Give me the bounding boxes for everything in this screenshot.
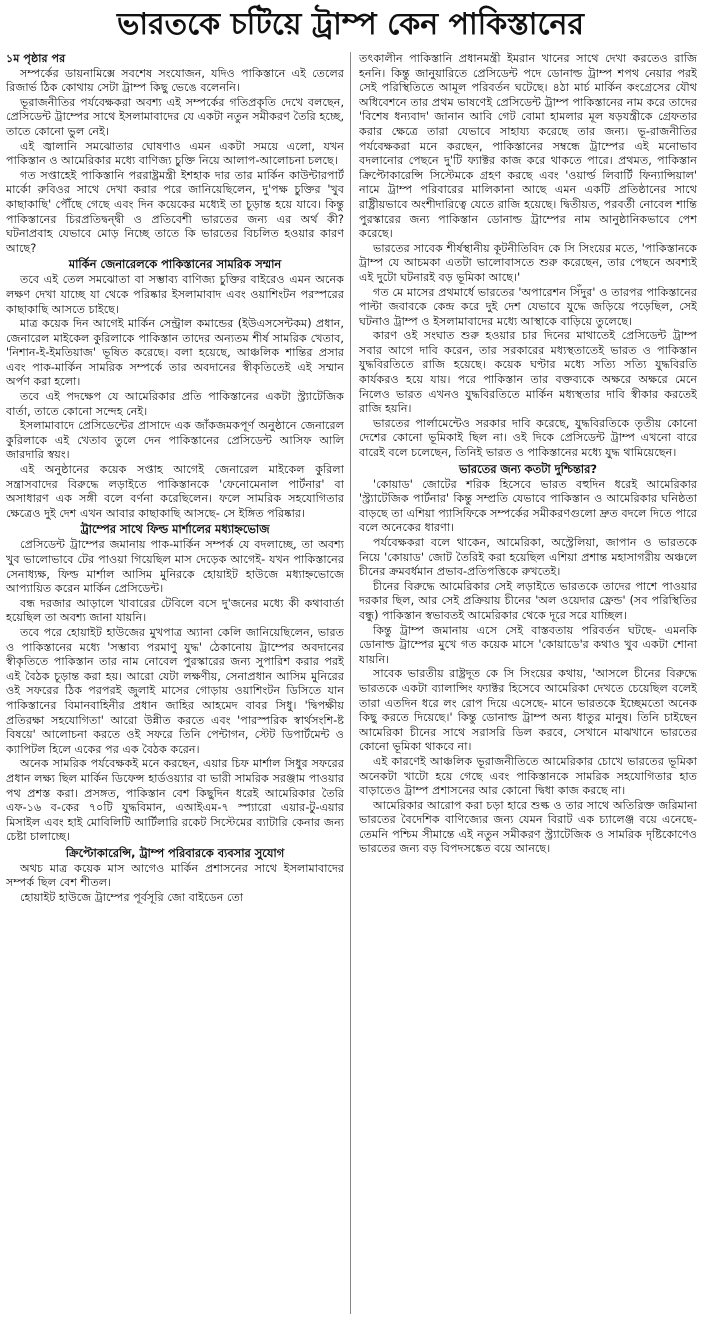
paragraph: 'কোয়াড' জোটের শরিক হিসেবে ভারত বহুদিন ধরেই আমেরিকার 'স্ট্র্যাটেজিক পার্টনার' কিন্তু সম্প্রতি যেভাবে পাকিস্তান ও আমেরিকার ঘনিষ্ঠতা বাড়ছে তা এশিয়া প্যাসিফিকে সম্পর্কের সমীকরণগুলো দ্রুত বদলে দিতে পারে বলে অনেকের ধারণা।: [359, 477, 697, 535]
column-divider: [350, 52, 351, 1314]
paragraph: গত মে মাসের প্রথমার্ধে ভারতের 'অপারেশন সিঁদুর' ও তারপর পাকিস্তানের পাল্টা জবাবকে কেন্দ্র করে দুই দেশ যেভাবে যুদ্ধে জড়িয়ে পড়েছিল, সেই ঘটনাও ট্রাম্প ও ইসলামাবাদের মধ্যে আস্থাকে বাড়িয়ে তুলেছে।: [359, 285, 697, 328]
paragraph: তবে পরে হোয়াইট হাউজের মুখপাত্র অ্যানা কেলি জানিয়েছিলেন, ভারত ও পাকিস্তানের মধ্যে 'সম্ভাব্য পরমাণু যুদ্ধ' ঠেকানোয় ট্রাম্পের অবদানের স্বীকৃতিতে পাকিস্তান তার নাম নোবেল পুরস্কারের জন্য সুপারিশ করার পরই এই বৈঠক চূড়ান্ত করা হয়। আরো যেটা লক্ষণীয়, সেনাপ্রধান আসিম মুনিরের ওই সফরের ঠিক পরপরই জুলাই মাসের গোড়ায় ওয়াশিংটন ডিসিতে যান পাকিস্তানের বিমানবাহিনীর প্রধান জাহির আহমেদ বাবর সিধু। 'দ্বিপক্ষীয় প্রতিরক্ষা সহযোগিতা' আরো উন্নীত করতে এবং 'পারস্পরিক স্বার্থসংশি-ষ্ট বিষয়ে' আলোচনা করতে ওই সফরে তিনি পেন্টাগন, স্টেট ডিপার্টমেন্ট ও ক্যাপিটল হিলে একের পর এক বৈঠক করেন।: [6, 625, 344, 756]
paragraph: প্রেসিডেন্ট ট্রাম্পের জমানায় পাক-মার্কিন সম্পর্ক যে বদলাচ্ছে, তা অবশ্য খুব ভালোভাবে টের পাওয়া গিয়েছিল মাস দেড়েক আগেই- যখন পাকিস্তানের সেনাধ্যক্ষ, ফিল্ড মার্শাল আসিম মুনিরকে হোয়াইট হাউজে মধ্যাহ্নভোজে আপ্যায়িত করেন মার্কিন প্রেসিডেন্ট।: [6, 538, 344, 596]
paragraph: ইসলামাবাদে প্রেসিডেন্টের প্রাসাদে এক জাঁকজমকপূর্ণ অনুষ্ঠানে জেনারেল কুরিলাকে এই খেতাব তুলে দেন পাকিস্তানের প্রেসিডেন্ট আসিফ আলি জারদারি স্বয়ং।: [6, 419, 344, 462]
paragraph: ভারতের সাবেক শীর্ষস্থানীয় কূটনীতিবিদ কে সি সিংয়ের মতে, 'পাকিস্তানকে ট্রাম্প যে আচমকা এতটা ভালোবাসতে শুরু করেছেন, তার পেছনে অবশ্যই এই দুটো ঘটনারই বড় ভূমিকা আছে।': [359, 241, 697, 284]
paragraph: এই কারণেই আঞ্চলিক ভূরাজনীতিতে আমেরিকার চোখে ভারতের ভূমিকা অনেকটা খাটো হয়ে গেছে এবং পাকিস্তানকে সামরিক সহযোগিতার হাত বাড়াতেও ট্রাম্প প্রশাসনের আর কোনো দ্বিধা কাজ করছে না।: [359, 754, 697, 798]
headline: ভারতকে চটিয়ে ট্রাম্প কেন পাকিস্তানের: [117, 7, 584, 42]
right-column: [359, 52, 697, 1314]
paragraph: মাত্র কয়েক দিন আগেই মার্কিন সেন্ট্রাল কমান্ডের (ইউএসসেন্টকম) প্রধান, জেনারেল মাইকেল কুরিলাকে পাকিস্তান তাদের অন্যতম শীর্ষ সামরিক খেতাব, 'নিশান-ই-ইমতিয়াজ' ভূষিত করেছে। বলা হয়েছে, আঞ্চলিক শান্তির প্রসার এবং পাক-মার্কিন সামরিক সম্পর্কে তার অবদানের স্বীকৃতিতেই এই সম্মান অর্পণ করা হলো।: [6, 317, 344, 389]
paragraph: গত সপ্তাহেই পাকিস্তানি পররাষ্ট্রমন্ত্রী ইশহাক দার তার মার্কিন কাউন্টারপার্ট মার্কো রুবিওর সাথে দেখা করার পরে জানিয়েছিলেন, দু'পক্ষ চুক্তির 'খুব কাছাকাছি' পৌঁছে গেছে এবং দিন কয়েকের মধ্যেই তা চূড়ান্ত হয়ে যাবে। কিন্তু পাকিস্তানের চিরপ্রতিদ্বন্দ্বী ও প্রতিবেশী ভারতের জন্য এর অর্থ কী? ঘটনাপ্রবাহ যেভাবে মোড় নিচ্ছে তাতে কি ভারতের বিচলিত হওয়ার কারণ আছে?: [6, 168, 344, 255]
paragraph: চীনের বিরুদ্ধে আমেরিকার সেই লড়াইতে ভারতকে তাদের পাশে পাওয়ার দরকার ছিল, আর সেই প্রক্রিয়ায় চীনের 'অল ওয়েদার ফ্রেন্ড' (সব পরিস্থিতির বন্ধু) পাকিস্তান স্বভাবতই আমেরিকার থেকে দূরে সরে যাচ্ছিল।: [359, 579, 697, 622]
section-subheading: মার্কিন জেনারেলকে পাকিস্তানের সামরিক সম্মান: [68, 257, 282, 272]
section-subheading: ভারতের জন্য কতটা দুশ্চিন্তার?: [459, 461, 597, 476]
paragraph: তৎকালীন পাকিস্তানি প্রধানমন্ত্রী ইমরান খানের সাথে দেখা করতেও রাজি হননি। কিন্তু জানুয়ারিতে প্রেসিডেন্ট পদে ডোনাল্ড ট্রাম্প শপথ নেয়ার পরই সেই পরিস্থিতিতে আমূল পরিবর্তন ঘটেছে। ৪ঠা মার্চ মার্কিন কংগ্রেসের যৌথ অধিবেশনে তার প্রথম ভাষণেই প্রেসিডেন্ট ট্রাম্প পাকিস্তানের নাম করে তাদের 'বিশেষ ধন্যবাদ' জানান আবি গেট বোমা হামলার মূল ষড়যন্ত্রীকে গ্রেফতার করার ক্ষেত্রে তারা যেভাবে সাহায্য করেছে তার জন্য। ভূ-রাজনীতির পর্যবেক্ষকরা মনে করছেন, পাকিস্তানের সম্বন্ধে ট্রাম্পের এই মনোভাব বদলানোর পেছনে দু'টি ফ্যাক্টর কাজ করে থাকতে পারে। প্রথমত, পাকিস্তান ক্রিপ্টোকারেন্সি সিস্টেমকে গ্রহণ করছে এবং 'ওয়ার্ল্ড লিবার্টি ফিন্যান্সিয়াল' নামে ট্রাম্প পরিবারের মালিকানা আছে এমন একটি প্রতিষ্ঠানের সাথে রাষ্ট্রীয়ভাবে অংশীদারিত্বে যেতে রাজি হয়েছে। দ্বিতীয়ত, পরবর্তী নোবেল শান্তি পুরস্কারের জন্য পাকিস্তান ডোনাল্ড ট্রাম্পের নাম আনুষ্ঠানিকভাবে পেশ করেছে।: [359, 52, 697, 241]
paragraph: তবে এই তেল সমঝোতা বা সম্ভাব্য বাণিজ্য চুক্তির বাইরেও এমন অনেক লক্ষণ দেখা যাচ্ছে যা থেকে পরিষ্কার ইসলামাবাদ এবং ওয়াশিংটন পরস্পরের কাছাকাছি আসতে চাইছে।: [6, 273, 344, 316]
paragraph: কারণ ওই সংঘাত শুরু হওয়ার চার দিনের মাথাতেই প্রেসিডেন্ট ট্রাম্প সবার আগে দাবি করেন, তার সরকারের মধ্যস্থতাতেই ভারত ও পাকিস্তান যুদ্ধবিরতিতে রাজি হয়েছে। কয়েক ঘণ্টার মধ্যে সত্যি সত্যি যুদ্ধবিরতি কার্যকরও হয়ে যায়। পরে পাকিস্তান তার বক্তব্যকে অক্ষরে অক্ষরে মেনে নিলেও ভারত এখনও যুদ্ধবিরতিতে মার্কিন মধ্যস্থতার দাবি স্বীকার করতেই রাজি হয়নি।: [359, 329, 697, 416]
paragraph: সম্পর্কের ডায়নামিক্সে সবশেষ সংযোজন, যদিও পাকিস্তানে এই তেলের রিজার্ভ ঠিক কোথায় সেটা ট্রাম্প কিছু ভেঙে বলেননি।: [6, 66, 344, 95]
paragraph: কিন্তু ট্রাম্প জমানায় এসে সেই বাস্তবতায় পরিবর্তন ঘটছে- এমনকি ডোনাল্ড ট্রাম্পের মুখে গত কয়েক মাসে 'কোয়াডে'র কথাও খুব একটা শোনা যায়নি।: [359, 623, 697, 666]
section-subheading: ক্রিপ্টোকারেন্সি, ট্রাম্প পরিবারকে ব্যবসার সুযোগ: [65, 845, 285, 860]
left-column: [6, 52, 344, 1314]
paragraph: আমেরিকার আরোপ করা চড়া হারে শুল্ক ও তার সাথে অতিরিক্ত জরিমানা ভারতের বৈদেশিক বাণিজ্যের জন্য যেমন বিরাট এক চ্যালেঞ্জ বয়ে এনেছে- তেমনি পশ্চিম সীমান্তে এই নতুন সমীকরণ স্ট্র্যাটেজিক ও সামরিক দৃষ্টিকোণেও ভারতের জন্য বড় বিপদসঙ্কেত বয়ে আনছে।: [359, 798, 697, 856]
continuation-note: ১ম পৃষ্ঠার পর: [6, 52, 66, 65]
paragraph: ভূরাজনীতির পর্যবেক্ষকরা অবশ্য এই সম্পর্কের গতিপ্রকৃতি দেখে বলছেন, প্রেসিডেন্ট ট্রাম্পের সাথে ইসলামাবাদের যে একটা নতুন সমীকরণ তৈরি হচ্ছে, তাতে কোনো ভুল নেই।: [6, 95, 344, 138]
paragraph: ভারতের পার্লামেন্টেও সরকার দাবি করেছে, যুদ্ধবিরতিকে তৃতীয় কোনো দেশের কোনো ভূমিকাই ছিল না। ওই দিকে প্রেসিডেন্ট ট্রাম্প এখনো বারে বারেই বলে চলেছেন, তিনিই ভারত ও পাকিস্তানের মধ্যে যুদ্ধ থামিয়েছেন।: [359, 416, 697, 460]
paragraph: এই জ্বালানি সমঝোতার ঘোষণাও এমন একটা সময়ে এলো, যখন পাকিস্তান ও আমেরিকার মধ্যে বাণিজ্য চুক্তি নিয়ে আলাপ-আলোচনা চলছে।: [6, 139, 344, 168]
paragraph: হোয়াইট হাউজে ট্রাম্পের পূর্বসূরি জো বাইডেন তো: [20, 891, 244, 905]
paragraph: অথচ মাত্র কয়েক মাস আগেও মার্কিন প্রশাসনের সাথে ইসলামাবাদের সম্পর্ক ছিল বেশ শীতল।: [6, 861, 344, 890]
paragraph: অনেক সামরিক পর্যবেক্ষকই মনে করছেন, এয়ার চিফ মার্শাল সিধুর সফরের প্রধান লক্ষ্য ছিল মার্কিন ডিফেন্স হার্ডওয়্যার বা ভারী সামরিক সরঞ্জাম পাওয়ার পথ প্রশস্ত করা। প্রসঙ্গত, পাকিস্তান বেশ কিছুদিন ধরেই আমেরিকার তৈরি এফ-১৬ ব-কের ৭০টি যুদ্ধবিমান, এআইএম-৭ স্প্যারো এয়ার-টু-এয়ার মিসাইল এবং হাই মোবিলিটি আর্টিলারি রকেট সিস্টেমের ব্যাটারি কেনার জন্য চেষ্টা চালাচ্ছে।: [6, 757, 344, 844]
paragraph: পর্যবেক্ষকরা বলে থাকেন, আমেরিকা, অস্ট্রেলিয়া, জাপান ও ভারতকে নিয়ে 'কোয়াড' জোট তৈরিই করা হয়েছিল এশিয়া প্রশান্ত মহাসাগরীয় অঞ্চলে চীনের ক্রমবর্ধমান প্রভাব-প্রতিপত্তিকে রুখতেই।: [359, 536, 697, 579]
section-subheading: ট্রাম্পের সাথে ফিল্ড মার্শালের মধ্যাহ্নভোজ: [80, 522, 270, 537]
paragraph: বন্ধ দরজার আড়ালে খাবারের টেবিলে বসে দু'জনের মধ্যে কী কথাবার্তা হয়েছিল তা অবশ্য জানা যায়নি।: [6, 596, 344, 625]
paragraph: এই অনুষ্ঠানের কয়েক সপ্তাহ আগেই জেনারেল মাইকেল কুরিলা সন্ত্রাসবাদের বিরুদ্ধে লড়াইতে পাকিস্তানকে 'ফেনোমেনাল পার্টনার' বা অসাধারণ এক সঙ্গী বলে বর্ণনা করেছিলেন। ফলে সামরিক সহযোগিতার ক্ষেত্রেও দুই দেশ এখন আবার কাছাকাছি আসছে- সে ইঙ্গিত পরিষ্কার।: [6, 463, 344, 520]
paragraph: তবে এই পদক্ষেপ যে আমেরিকার প্রতি পাকিস্তানের একটা স্ট্র্যাটেজিক বার্তা, তাতে কোনো সন্দেহ নেই।: [6, 390, 344, 418]
paragraph: সাবেক ভারতীয় রাষ্ট্রদূত কে সি সিংয়ের কথায়, 'আসলে চীনের বিরুদ্ধে ভারতকে একটা ব্যালান্সিং ফ্যাক্টর হিসেবে আমেরিকা দেখতে চেয়েছিল বলেই তারা এতদিন ধরে লং রোপ দিয়ে এসেছে- মানে ভারতকে ইচ্ছেমতো অনেক কিছু করতে দিয়েছে।' কিন্তু ডোনাল্ড ট্রাম্প অন্য ধাতুর মানুষ। তিনি চাইছেন আমেরিকা চীনের সাথে সরাসরি ডিল করবে, সেখানে মাঝখানে ভারতের কোনো ভূমিকা থাকবে না।: [359, 667, 697, 754]
